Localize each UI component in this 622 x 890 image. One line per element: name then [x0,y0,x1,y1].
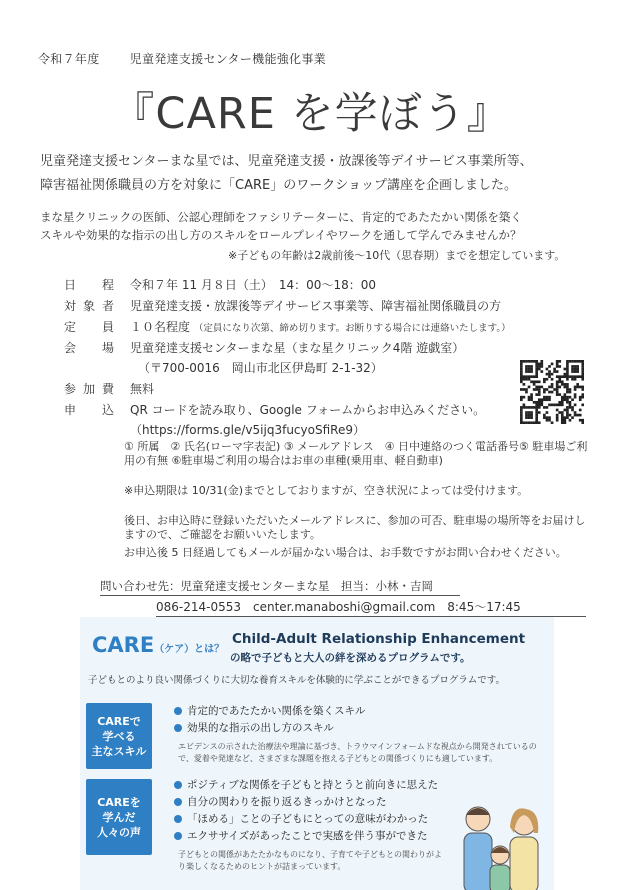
venue-label: 会 場 [64,341,114,355]
voice-item [174,794,438,811]
skill-text: 効果的な指示の出し方のスキル [187,722,334,734]
fee-label: 参加費 [64,382,114,396]
voice-text: 自分の関わりを振り返るきっかけとなった [187,796,387,808]
capacity-label: 定 員 [64,320,114,334]
apply-items: ① 所属 ② 氏名(ローマ字表記) ③ メールアドレス ④ 日中連絡のつく電話番号⑤ 駐車場ご利用の有無 ⑥駐車場ご利用の場合はお車の車種(乗用車、軽自動車) [124,440,588,467]
contact-line-2[interactable]: 086-214-0553 center.manaboshi@gmail.com 8:45～17:45 [156,598,586,617]
no-reply-note: お申込後 5 日経過してもメールが届かない場合は、お手数ですがお問い合わせください。 [124,546,567,559]
intro-line-1: 児童発達支援センターまな星では、児童発達支援・放課後等デイサービス事業所等、 [40,154,533,169]
care-panel [80,617,554,890]
capacity-values [130,319,511,337]
age-note: ※子どもの年齢は2歳前後～10代（思春期）までを想定しています。 [228,249,566,262]
fiscal-year: 令和７年度 [38,52,100,66]
apply-value: QR コードを読み取り、Google フォームからお申込みください。 [130,403,486,417]
skill-item [174,703,365,720]
voice-item [174,828,438,845]
skills-badge: CAREで 学べる 主なスキル [86,703,152,769]
intro-line-2: 障害福祉関係職員の方を対象に「CARE」のワークショップ講座を企画しました。 [40,178,517,193]
skills-list [174,703,365,737]
voice-text: ポジティブな関係を子どもと持とうと前向きに思えた [187,779,439,791]
voice-item [174,811,438,828]
skill-text: 肯定的であたたかい関係を築くスキル [187,705,366,717]
deadline-note: ※申込期限は 10/31(金)までとしておりますが、空き状況によっては受付けます。 [124,484,529,497]
bullet-icon [174,724,182,732]
voice-text: エクササイズがあったことで実感を伴う事ができた [187,830,428,842]
care-intro: 子どもとのより良い関係づくりに大切な養育スキルを体験的に学ぶことができるプログラムです。 [88,675,506,686]
date-label: 日 程 [64,278,114,292]
qr-code-image [520,360,584,424]
apply-label: 申 込 [64,403,114,417]
care-heading [92,633,224,657]
voice-item [174,777,438,794]
intro-line-4: スキルや効果的な指示の出し方のスキルをロールプレイやワークを通して学んでみませんか？ [40,228,522,242]
bullet-icon [174,781,182,789]
qr-code[interactable] [520,360,584,424]
followup-note: 後日、お申込時に登録いただいたメールアドレスに、参加の可否、駐車場の場所等をお届けしますので、ご確認をお願いいたします。 [124,514,586,541]
date-value: 令和７年 11 月８日（土） 14：00～18：00 [130,278,376,292]
target-label: 対象者 [64,299,114,313]
voice-text: 「ほめる」ことの子どもにとっての意味がわかった [187,813,429,825]
skill-item [174,720,365,737]
family-illustration [448,793,554,890]
venue-value: 児童発達支援センターまな星（まな星クリニック4階 遊戯室） [130,341,465,355]
page-title: 『CARE を学ぼう』 [111,89,511,139]
contact-line-1: 問い合わせ先：児童発達支援センターまな星 担当：小林・吉岡 [100,578,460,596]
skills-note: エビデンスの示された治療法や理論に基づき、トラウマインフォームドな視点から開発されているので、愛着や発達など、さまざまな課題を抱える子どもとの関係づくりにも適しています。 [178,742,537,763]
fee-value: 無料 [130,382,155,396]
fiscal-header [38,50,352,67]
bullet-icon [174,815,182,823]
voices-list [174,777,438,845]
care-en-title: Child-Adult Relationship Enhancement [232,631,526,647]
project-name: 児童発達支援センター機能強化事業 [129,52,326,66]
bullet-icon [174,798,182,806]
voices-note: 子どもとの関係があたたかなものになり、子育てや子どもとの関わりがより楽しくなるためのヒントが詰まっています。 [178,850,442,871]
bullet-icon [174,707,182,715]
care-heading-text: CARE [92,633,155,657]
capacity-note: （定員になり次第、締め切ります。お断りする場合には連絡いたします。） [193,323,511,334]
target-value: 児童発達支援・放課後等デイサービス事業等、障害福祉関係職員の方 [130,299,502,313]
intro-line-3: まな星クリニックの医師、公認心理師をファシリテーターに、肯定的であたたかい関係を築く [40,210,522,224]
capacity-value: １０名程度 [130,320,191,334]
venue-address: （〒700-0016 岡山市北区伊島町 2-1-32） [138,361,383,375]
voices-badge: CAREを 学んだ 人々の声 [86,779,152,855]
care-jp-subtitle: の略で子どもと大人の絆を深めるプログラムです。 [230,652,471,664]
bullet-icon [174,832,182,840]
care-heading-sub: （ケア）とは？ [154,644,225,655]
apply-url[interactable]: （https://forms.gle/v5ijq3fucyoSfiRe9） [130,423,365,437]
